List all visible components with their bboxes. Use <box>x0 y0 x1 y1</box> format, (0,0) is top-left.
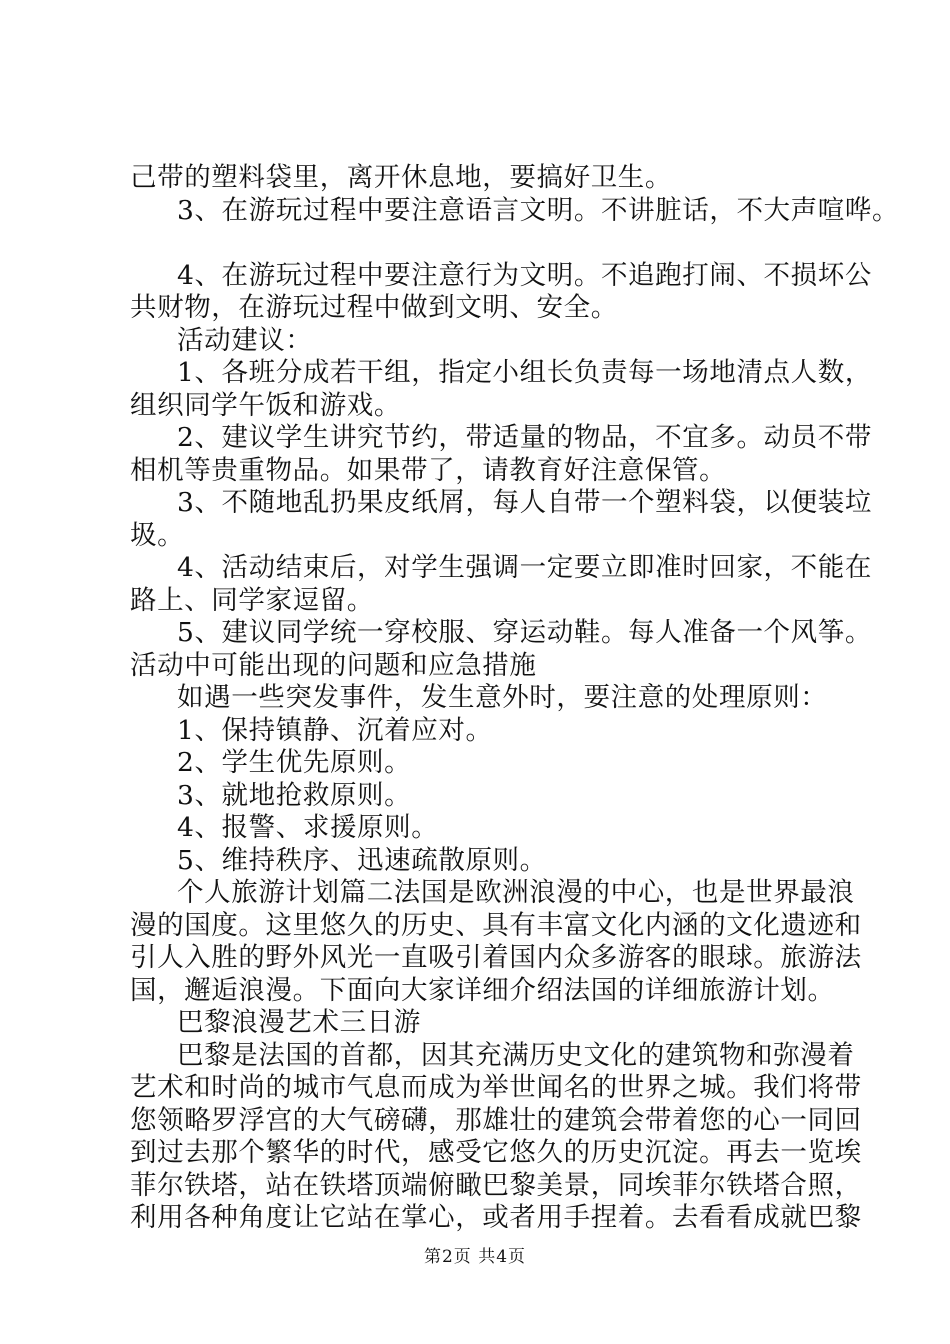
text-line: 引人入胜的野外风光一直吸引着国内众多游客的眼球。旅游法 <box>130 942 862 973</box>
text-line: 国，邂逅浪漫。下面向大家详细介绍法国的详细旅游计划。 <box>130 974 835 1006</box>
section-heading: 活动中可能出现的问题和应急措施 <box>130 649 537 681</box>
text-line: 漫的国度。这里悠久的历史、具有丰富文化内涵的文化遗迹和 <box>130 909 862 941</box>
text-line: 如遇一些突发事件，发生意外时，要注意的处理原则： <box>177 682 828 713</box>
list-item: 1、保持镇静、沉着应对。 <box>177 714 493 746</box>
text-line: 5、建议同学统一穿校服、穿运动鞋。每人准备一个风筝。 <box>177 617 872 648</box>
text-line: 2、建议学生讲究节约，带适量的物品，不宜多。动员不带 <box>177 422 872 453</box>
text-line: 1、各班分成若干组，指定小组长负责每一场地清点人数， <box>177 357 872 388</box>
text-line: 您领略罗浮宫的大气磅礴，那雄壮的建筑会带着您的心一同回 <box>130 1104 862 1136</box>
section-heading: 巴黎浪漫艺术三日游 <box>177 1007 421 1038</box>
list-item: 4、报警、求援原则。 <box>177 812 439 843</box>
text-line: 艺术和时尚的城市气息而成为举世闻名的世界之城。我们将带 <box>130 1072 862 1103</box>
text-line: 3、不随地乱扔果皮纸屑，每人自带一个塑料袋，以便装垃 <box>177 487 872 518</box>
text-line: 相机等贵重物品。如果带了，请教育好注意保管。 <box>130 454 727 486</box>
text-line: 4、在游玩过程中要注意行为文明。不追跑打闹、不损坏公 <box>177 259 872 291</box>
text-line: 个人旅游计划篇二法国是欧洲浪漫的中心，也是世界最浪 <box>177 877 855 908</box>
text-line: 菲尔铁塔，站在铁塔顶端俯瞰巴黎美景，同埃菲尔铁塔合照， <box>130 1169 862 1201</box>
text-line: 共财物，在游玩过程中做到文明、安全。 <box>130 292 618 323</box>
text-line: 组织同学午饭和游戏。 <box>130 389 401 421</box>
list-item: 3、就地抢救原则。 <box>177 779 412 811</box>
text-line: 巴黎是法国的首都，因其充满历史文化的建筑物和弥漫着 <box>177 1039 855 1071</box>
list-item: 5、维持秩序、迅速疏散原则。 <box>177 844 547 876</box>
text-line: 4、活动结束后，对学生强调一定要立即准时回家，不能在 <box>177 552 872 583</box>
text-line: 己带的塑料袋里，离开休息地，要搞好卫生。 <box>130 162 672 193</box>
text-line: 圾。 <box>130 519 185 551</box>
list-item: 2、学生优先原则。 <box>177 747 412 778</box>
text-line: 3、在游玩过程中要注意语言文明。不讲脏话，不大声喧哗。 <box>177 194 900 226</box>
text-line: 到过去那个繁华的时代，感受它悠久的历史沉淀。再去一览埃 <box>130 1137 862 1168</box>
text-line: 利用各种角度让它站在掌心，或者用手捏着。去看看成就巴黎 <box>130 1202 862 1233</box>
page-number: 第2页 共4页 <box>423 1247 527 1267</box>
section-heading: 活动建议： <box>177 324 313 356</box>
blank-line <box>130 227 830 260</box>
document-body <box>130 162 900 1235</box>
text-line: 路上、同学家逗留。 <box>130 584 374 616</box>
